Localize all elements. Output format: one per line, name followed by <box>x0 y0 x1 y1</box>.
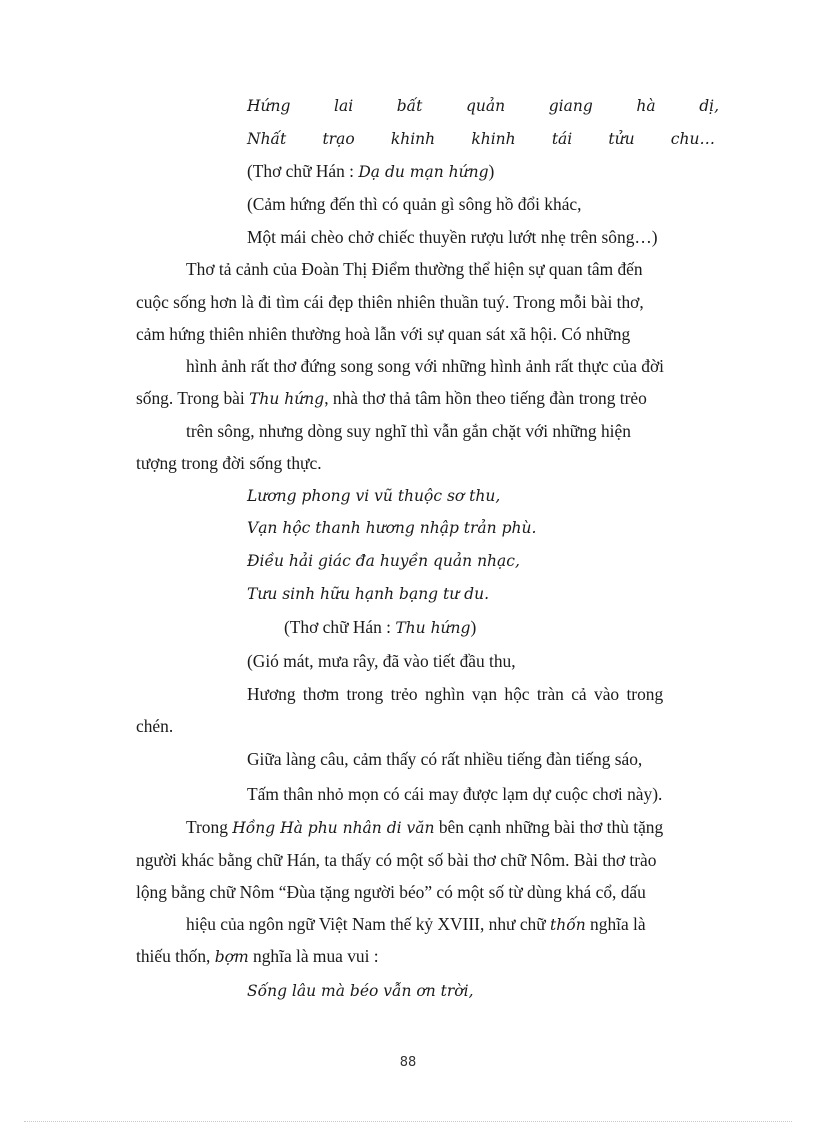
text-run: hiệu của ngôn ngữ Việt Nam thế kỷ XVIII, như chữ <box>186 914 551 934</box>
translation-line: (Gió mát, mưa rây, đã vào tiết đầu thu, <box>247 651 516 671</box>
word: chu… <box>670 130 715 148</box>
page-number: 88 <box>399 1055 417 1070</box>
paragraph-line: cảm hứng thiên nhiên thường hoà lẫn với sự quan sát xã hội. Có những <box>136 324 631 344</box>
poem-line: Điều hải giác đa huyền quản nhạc, <box>247 552 520 570</box>
paragraph-line: tượng trong đời sống thực. <box>136 453 322 473</box>
word: giang <box>548 97 593 115</box>
word: bất <box>396 97 423 115</box>
paragraph-line: Thơ tả cảnh của Đoàn Thị Điểm thường thể hiện sự quan tâm đến <box>186 259 643 279</box>
highlighted-word: thốn <box>550 916 586 934</box>
word: quản <box>466 97 506 115</box>
poem-line: Sống lâu mà béo vẫn ơn trời, <box>247 982 474 1000</box>
source-title: Thu hứng <box>395 619 471 637</box>
paragraph-line <box>186 815 663 840</box>
translation-line: Tấm thân nhỏ mọn có cái may được lạm dự cuộc chơi này). <box>247 784 663 804</box>
paragraph-line: người khác bằng chữ Hán, ta thấy có một số bài thơ chữ Nôm. Bài thơ trào <box>136 850 657 870</box>
source-title: Dạ du mạn hứng <box>358 163 489 181</box>
paragraph-line <box>186 912 646 937</box>
paragraph-line <box>136 386 647 411</box>
text-run: nghĩa là <box>585 914 646 934</box>
word: tửu <box>608 130 635 148</box>
paragraph-line: cuộc sống hơn là đi tìm cái đẹp thiên nhiên thuần tuý. Trong mỗi bài thơ, <box>136 292 644 312</box>
word: dị, <box>699 97 719 115</box>
translation-line: Một mái chèo chở chiếc thuyền rượu lướt nhẹ trên sông…) <box>247 227 658 247</box>
word: hà <box>636 97 656 115</box>
highlighted-word: bợm <box>214 948 249 966</box>
translation-line: chén. <box>136 716 174 736</box>
source-suffix: ) <box>470 617 477 637</box>
word: khinh <box>390 130 436 148</box>
word: trạo <box>322 130 355 148</box>
word: Nhất <box>247 130 287 148</box>
book-title: Hồng Hà phu nhân di văn <box>232 819 435 837</box>
poem-line <box>247 94 719 118</box>
source-prefix: (Thơ chữ Hán : <box>284 617 396 637</box>
word: lai <box>334 97 354 115</box>
text-run: nghĩa là mua vui : <box>248 946 379 966</box>
poem-line: Tưu sinh hữu hạnh bạng tư du. <box>247 585 489 603</box>
poem-source <box>284 615 476 640</box>
paragraph-line: lộng bằng chữ Nôm “Đùa tặng người béo” có một số từ dùng khá cổ, dấu <box>136 882 646 902</box>
poem-source <box>247 159 494 184</box>
word: khinh <box>471 130 516 148</box>
paragraph-line: hình ảnh rất thơ đứng song song với những hình ảnh rất thực của đời <box>186 356 665 376</box>
poem-line: Lương phong vi vũ thuộc sơ thu, <box>247 487 501 505</box>
word: tái <box>551 130 573 148</box>
poem-line: Vạn hộc thanh hương nhập trản phù. <box>247 519 537 537</box>
paragraph-line: trên sông, nhưng dòng suy nghĩ thì vẫn gắn chặt với những hiện <box>186 421 631 441</box>
text-run: thiếu thốn, <box>136 946 215 966</box>
translation-line: Giữa làng câu, cảm thấy có rất nhiều tiếng đàn tiếng sáo, <box>247 749 643 769</box>
paragraph-line <box>136 944 379 969</box>
text-run: sống. Trong bài <box>136 388 250 408</box>
text-run: , nhà thơ thả tâm hồn theo tiếng đàn trong trẻo <box>324 388 647 408</box>
source-prefix: (Thơ chữ Hán : <box>247 161 359 181</box>
text-run: Trong <box>186 817 233 837</box>
word: Hứng <box>247 97 291 115</box>
translation-line: Hương thơm trong trẻo nghìn vạn hộc tràn cả vào trong <box>247 684 664 704</box>
text-run: bên cạnh những bài thơ thù tặng <box>434 817 664 837</box>
source-suffix: ) <box>488 161 495 181</box>
poem-line <box>247 127 715 151</box>
translation-line: (Cảm hứng đến thì có quản gì sông hồ đổi khác, <box>247 194 582 214</box>
poem-title: Thu hứng <box>249 390 325 408</box>
page-bottom-rule <box>24 1121 792 1122</box>
